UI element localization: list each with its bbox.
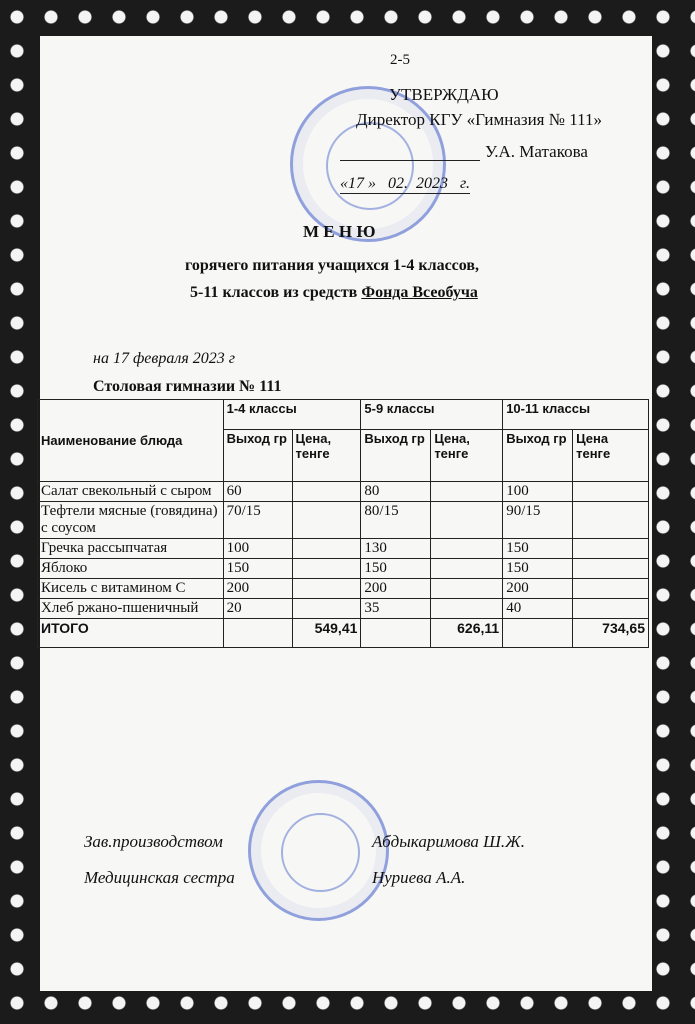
director-signature-line [340,160,480,161]
yield-10-11: 150 [503,539,573,559]
dish-name: Яблоко [38,559,224,579]
yield-10-11: 200 [503,579,573,599]
yield-1-4: 150 [223,559,292,579]
yield-10-11: 100 [503,482,573,502]
yield-1-4: 20 [223,599,292,619]
price-header: Цена, тенге [292,430,361,482]
table-row [38,559,649,579]
table-row [38,502,649,539]
dish-name: Хлеб ржано-пшеничный [38,599,224,619]
yield-5-9: 35 [361,599,431,619]
yield-10-11: 40 [503,599,573,619]
director-name: У.А. Матакова [485,142,588,161]
yield-5-9: 200 [361,579,431,599]
yield-10-11: 90/15 [503,502,573,539]
approve-label: УТВЕРЖДАЮ [389,85,499,104]
total-label: ИТОГО [38,619,224,648]
yield-1-4: 70/15 [223,502,292,539]
table-row [38,539,649,559]
dish-name: Гречка рассыпчатая [38,539,224,559]
yield-10-11: 150 [503,559,573,579]
group-header-10-11: 10-11 классы [503,400,649,430]
dish-name: Кисель с витамином С [38,579,224,599]
menu-subtitle-line2 [190,284,478,302]
total-1-4: 549,41 [292,619,361,648]
table-row [38,579,649,599]
total-10-11: 734,65 [573,619,649,648]
dish-column-header: Наименование блюда [38,400,224,482]
dish-name: Тефтели мясные (говядина) с соусом [38,502,224,539]
price-header: Цена, тенге [431,430,503,482]
production-seal-stamp [248,780,389,921]
signature-name-nurse: Нуриева А.А. [372,868,466,887]
yield-5-9: 80 [361,482,431,502]
canteen-name: Столовая гимназии № 111 [93,378,282,395]
group-header-1-4: 1-4 классы [223,400,361,430]
yield-1-4: 200 [223,579,292,599]
line2-prefix: 5-11 классов из средств [190,284,358,301]
yield-header: Выход гр [503,430,573,482]
menu-title: М Е Н Ю [303,222,376,241]
page-number: 2-5 [390,52,410,68]
total-5-9: 626,11 [431,619,503,648]
director-title: Директор КГУ «Гимназия № 111» [356,110,602,129]
menu-table [37,399,649,648]
group-header-5-9: 5-9 классы [361,400,503,430]
menu-date: на 17 февраля 2023 г [93,350,235,367]
approval-date: «17 » 02. 2023 г. [340,175,471,192]
menu-subtitle-line1: горячего питания учащихся 1-4 классов, [185,257,480,274]
total-row [38,619,649,648]
yield-5-9: 80/15 [361,502,431,539]
signature-role-production: Зав.производством [84,832,223,851]
yield-header: Выход гр [223,430,292,482]
yield-5-9: 150 [361,559,431,579]
price-header: Цена тенге [573,430,649,482]
signature-name-production: Абдыкаримова Ш.Ж. [372,832,525,851]
yield-header: Выход гр [361,430,431,482]
table-row [38,482,649,502]
yield-1-4: 100 [223,539,292,559]
yield-1-4: 60 [223,482,292,502]
table-row [38,599,649,619]
fund-name: Фонда Всеобуча [361,284,478,301]
dish-name: Салат свекольный с сыром [38,482,224,502]
yield-5-9: 130 [361,539,431,559]
signature-role-nurse: Медицинская сестра [84,868,235,887]
